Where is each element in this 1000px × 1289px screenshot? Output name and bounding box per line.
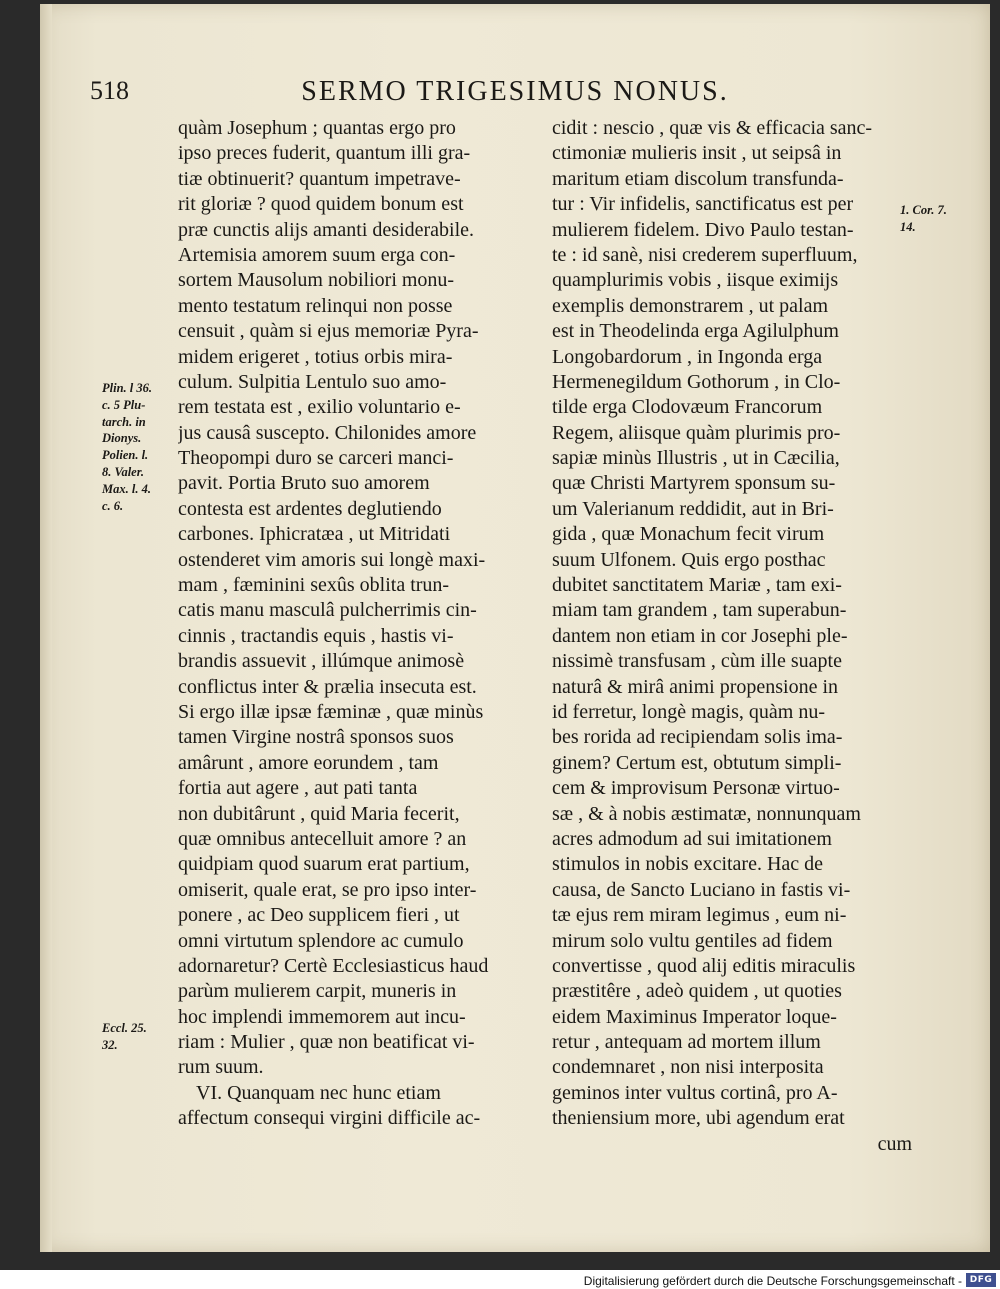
text-line: sæ , & à nobis æstimatæ, nonnunquam	[552, 802, 861, 825]
marginal-line: tarch. in	[102, 414, 146, 429]
marginal-note-ecclesiasticus	[102, 1020, 147, 1054]
text-line: præstitêre , adeò quidem , ut quoties	[552, 980, 842, 1003]
text-line: quamplurimis vobis , iisque eximijs	[552, 269, 839, 292]
text-line: rum suum.	[178, 1056, 264, 1079]
text-line: te : id sanè, nisi crederem superfluum,	[552, 243, 858, 266]
text-line: retur , antequam ad mortem illum	[552, 1031, 821, 1054]
text-line: convertisse , quod alij editis miraculis	[552, 954, 856, 977]
text-line: Regem, aliisque quàm plurimis pro-	[552, 421, 841, 444]
text-line: jus causâ suscepto. Chilonides amore	[178, 421, 477, 444]
marginal-note-sources	[102, 380, 152, 514]
marginal-line: c. 6.	[102, 498, 124, 513]
text-line: cinnis , tractandis equis , hastis vi-	[178, 624, 454, 647]
text-line: tæ ejus rem miram legimus , eum ni-	[552, 904, 847, 927]
page-number: 518	[90, 76, 129, 105]
text-line: acres admodum ad sui imitationem	[552, 827, 832, 850]
text-line: ostenderet vim amoris sui longè maxi-	[178, 548, 486, 571]
marginal-line: Eccl. 25.	[102, 1021, 147, 1035]
text-line: geminos inter vultus cortinâ, pro A-	[552, 1081, 838, 1104]
text-line: naturâ & mirâ animi propensione in	[552, 675, 839, 698]
text-line: mento testatum relinqui non posse	[178, 294, 453, 317]
text-line: suum Ulfonem. Quis ergo posthac	[552, 548, 826, 571]
text-line: brandis assuevit , illúmque animosè	[178, 650, 465, 673]
text-line: catis manu masculâ pulcherrimis cin-	[178, 599, 477, 622]
text-line: censuit , quàm si ejus memoriæ Pyra-	[178, 320, 479, 343]
text-line: eidem Maximinus Imperator loque-	[552, 1005, 837, 1028]
text-line: cidit : nescio , quæ vis & efficacia sanc-	[552, 117, 873, 139]
text-line: quæ omnibus antecelluit amore ? an	[178, 827, 467, 850]
text-line: dubitet sanctitatem Mariæ , tam exi-	[552, 574, 842, 597]
text-line: nissimè transfusam , cùm ille suapte	[552, 650, 842, 673]
text-line: ponere , ac Deo supplicem fieri , ut	[178, 904, 460, 927]
left-text-column	[178, 116, 540, 1132]
text-line: tilde erga Clodovæum Francorum	[552, 396, 823, 419]
text-line: cum	[877, 1132, 912, 1155]
text-line: mirum solo vultu gentiles ad fidem	[552, 929, 833, 952]
text-line: ginem? Certum est, obtutum simpli-	[552, 751, 842, 774]
text-line: mam , fæminini sexûs oblita trun-	[178, 574, 450, 597]
running-head	[170, 76, 860, 112]
book-page	[40, 4, 990, 1252]
marginal-line: Dionys.	[102, 431, 142, 446]
marginal-line: 14.	[900, 219, 916, 234]
text-line: mulierem fidelem. Divo Paulo testan-	[552, 218, 854, 241]
marginal-line: Polien. l.	[102, 448, 149, 463]
marginal-line: Max. l. 4.	[102, 481, 151, 496]
right-text-column	[552, 116, 912, 1157]
text-line: ctimoniæ mulieris insit , ut seipsâ in	[552, 142, 842, 165]
marginal-line: 32.	[102, 1037, 118, 1052]
text-line: miam tam grandem , tam superabun-	[552, 599, 847, 622]
text-line: omni virtutum splendore ac cumulo	[178, 929, 464, 952]
text-line: tamen Virgine nostrâ sponsos suos	[178, 726, 454, 749]
text-line: præ cunctis alijs amanti desiderabile.	[178, 218, 475, 241]
text-line: sapiæ minùs Illustris , ut in Cæcilia,	[552, 447, 840, 470]
text-line: culum. Sulpitia Lentulo suo amo-	[178, 370, 447, 393]
text-line: conflictus inter & prælia insecuta est.	[178, 675, 477, 698]
page-gutter-edge	[40, 4, 52, 1252]
text-line: contesta est ardentes deglutiendo	[178, 497, 442, 520]
text-line: condemnaret , non nisi interposita	[552, 1056, 824, 1079]
text-line: fortia aut agere , aut pati tanta	[178, 777, 418, 800]
text-line: rem testata est , exilio voluntario e-	[178, 396, 461, 419]
text-line: tiæ obtinuerit? quantum impetrave-	[178, 167, 461, 190]
marginal-line: 8. Valer.	[102, 464, 145, 479]
text-line: hoc implendi immemorem aut incu-	[178, 1005, 466, 1028]
text-line: rit gloriæ ? quod quidem bonum est	[178, 193, 464, 216]
text-line: omiserit, quale erat, se pro ipso inter-	[178, 878, 477, 901]
running-title: SERMO TRIGESIMUS NONUS.	[301, 76, 729, 107]
marginal-line: c. 5 Plu-	[102, 397, 146, 412]
text-line: id ferretur, longè magis, quàm nu-	[552, 700, 826, 723]
text-line: exemplis demonstrarem , ut palam	[552, 294, 829, 317]
marginal-note-corinthians	[900, 202, 947, 236]
text-line: quàm Josephum ; quantas ergo pro	[178, 117, 456, 139]
text-line: maritum etiam discolum transfunda-	[552, 167, 844, 190]
text-line: parùm mulierem carpit, muneris in	[178, 980, 457, 1003]
text-line: Hermenegildum Gothorum , in Clo-	[552, 370, 841, 393]
text-line: riam : Mulier , quæ non beatificat vi-	[178, 1031, 475, 1054]
text-line: pavit. Portia Bruto suo amorem	[178, 472, 430, 495]
marginal-line: Plin. l 36.	[102, 381, 153, 395]
text-line: quæ Christi Martyrem sponsum su-	[552, 472, 836, 495]
text-line: Theopompi duro se carceri manci-	[178, 447, 454, 470]
text-line: causa, de Sancto Luciano in fastis vi-	[552, 878, 851, 901]
text-line: Longobardorum , in Ingonda erga	[552, 345, 823, 368]
dfg-logo: DFG	[966, 1273, 996, 1287]
text-line: dantem non etiam in cor Josephi ple-	[552, 624, 848, 647]
marginal-line: 1. Cor. 7.	[900, 203, 947, 217]
text-line: tur : Vir infidelis, sanctificatus est per	[552, 193, 854, 216]
text-line: carbones. Iphicratæa , ut Mitridati	[178, 523, 451, 546]
text-line: adornaretur? Certè Ecclesiasticus haud	[178, 954, 489, 977]
text-line: quidpiam quod suarum erat partium,	[178, 853, 470, 876]
text-line: cem & improvisum Personæ virtuo-	[552, 777, 840, 800]
text-line: stimulos in nobis excitare. Hac de	[552, 853, 824, 876]
text-line: est in Theodelinda erga Agilulphum	[552, 320, 839, 343]
text-line: non dubitârunt , quid Maria fecerit,	[178, 802, 460, 825]
text-line: VI. Quanquam nec hunc etiam	[196, 1081, 441, 1104]
text-line: ipso preces fuderit, quantum illi gra-	[178, 142, 471, 165]
text-line: um Valerianum reddidit, aut in Bri-	[552, 497, 834, 520]
text-line: midem erigeret , totius orbis mira-	[178, 345, 453, 368]
text-line: Si ergo illæ ipsæ fæminæ , quæ minùs	[178, 700, 484, 723]
text-line: theniensium more, ubi agendum erat	[552, 1107, 845, 1130]
text-line: gida , quæ Monachum fecit virum	[552, 523, 825, 546]
text-line: Artemisia amorem suum erga con-	[178, 243, 456, 266]
digitization-credit: Digitalisierung gefördert durch die Deutsche Forschungsgemeinschaft -	[583, 1274, 962, 1288]
text-line: affectum consequi virgini difficile ac-	[178, 1107, 481, 1130]
text-line: amârunt , amore eorundem , tam	[178, 751, 439, 774]
text-line: sortem Mausolum nobiliori monu-	[178, 269, 455, 292]
text-line: bes rorida ad recipiendam solis ima-	[552, 726, 843, 749]
